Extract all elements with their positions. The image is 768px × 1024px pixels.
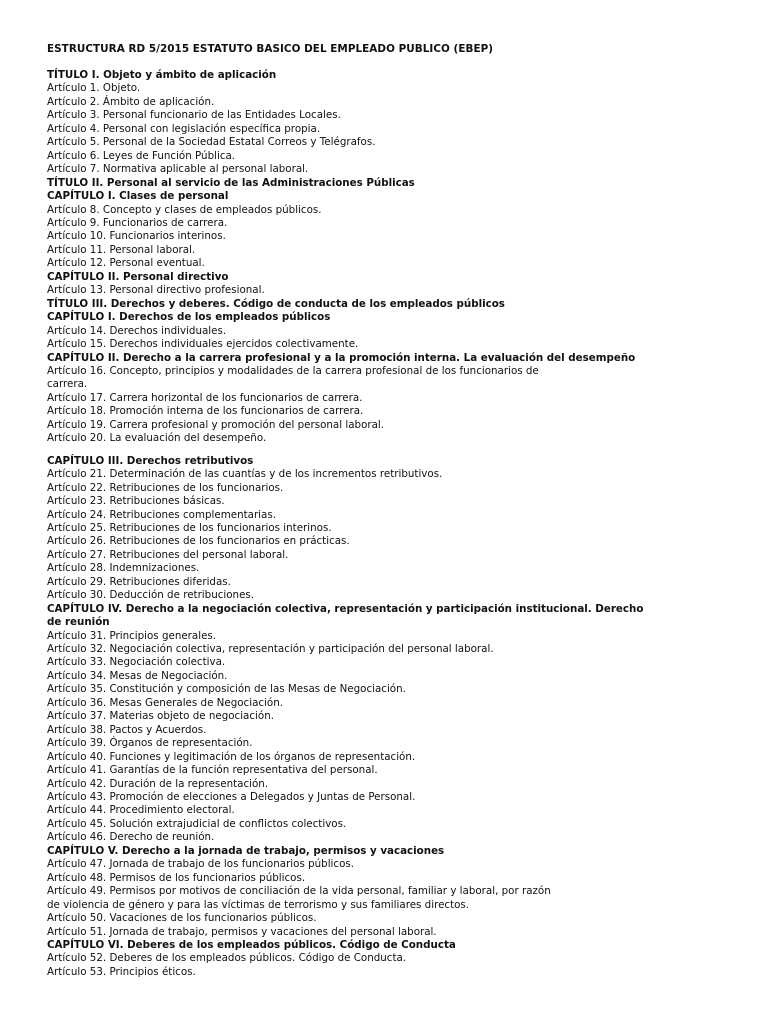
article-line: Artículo 47. Jornada de trabajo de los funcionarios públicos. xyxy=(47,858,355,871)
article-line: Artículo 49. Permisos por motivos de conciliación de la vida personal, familiar y laboral, por razón xyxy=(47,885,551,898)
article-line: Artículo 22. Retribuciones de los funcionarios. xyxy=(47,481,284,494)
article-line: Artículo 38. Pactos y Acuerdos. xyxy=(47,723,207,736)
article-line: Artículo 25. Retribuciones de los funcionarios interinos. xyxy=(47,521,332,534)
article-line: Artículo 50. Vacaciones de los funcionarios públicos. xyxy=(47,912,317,925)
document-title: ESTRUCTURA RD 5/2015 ESTATUTO BASICO DEL EMPLEADO PUBLICO (EBEP) xyxy=(47,43,494,55)
heading-continuation: de reunión xyxy=(47,616,110,629)
title-heading: TÍTULO I. Objeto y ámbito de aplicación xyxy=(47,69,277,81)
article-line: Artículo 12. Personal eventual. xyxy=(47,257,205,270)
article-line: Artículo 39. Órganos de representación. xyxy=(47,737,253,750)
article-line: Artículo 26. Retribuciones de los funcionarios en prácticas. xyxy=(47,535,350,548)
title-heading: TÍTULO II. Personal al servicio de las Administraciones Públicas xyxy=(47,176,415,189)
article-line: Artículo 15. Derechos individuales ejercidos colectivamente. xyxy=(47,338,359,351)
article-line: Artículo 52. Deberes de los empleados públicos. Código de Conducta. xyxy=(47,952,407,965)
article-line: Artículo 4. Personal con legislación específica propia. xyxy=(47,122,321,135)
article-line: Artículo 5. Personal de la Sociedad Estatal Correos y Telégrafos. xyxy=(47,136,376,149)
chapter-heading: CAPÍTULO II. Personal directivo xyxy=(47,270,229,283)
article-line: Artículo 40. Funciones y legitimación de los órganos de representación. xyxy=(47,750,416,763)
article-line: Artículo 35. Constitución y composición de las Mesas de Negociación. xyxy=(47,683,406,696)
chapter-heading: CAPÍTULO II. Derecho a la carrera profesional y a la promoción interna. La evaluación del desempeño xyxy=(47,351,636,364)
article-line: Artículo 17. Carrera horizontal de los funcionarios de carrera. xyxy=(47,391,363,404)
article-line: Artículo 30. Deducción de retribuciones. xyxy=(47,589,255,602)
article-line-continuation: carrera. xyxy=(47,378,88,391)
article-line: Artículo 8. Concepto y clases de empleados públicos. xyxy=(47,203,322,216)
chapter-heading: CAPÍTULO IV. Derecho a la negociación colectiva, representación y participación institucional. Derecho xyxy=(47,602,644,615)
article-line: Artículo 16. Concepto, principios y modalidades de la carrera profesional de los funcionarios de xyxy=(47,364,539,377)
article-line: Artículo 28. Indemnizaciones. xyxy=(47,562,200,575)
article-line: Artículo 45. Solución extrajudicial de conflictos colectivos. xyxy=(47,817,347,830)
section-spacer xyxy=(47,446,737,455)
article-line: Artículo 1. Objeto. xyxy=(47,82,141,95)
article-line: Artículo 14. Derechos individuales. xyxy=(47,324,227,337)
chapter-heading: CAPÍTULO VI. Deberes de los empleados públicos. Código de Conducta xyxy=(47,939,456,951)
article-line: Artículo 44. Procedimiento electoral. xyxy=(47,804,235,817)
chapter-heading: CAPÍTULO I. Derechos de los empleados públicos xyxy=(47,311,331,324)
chapter-heading: CAPÍTULO III. Derechos retributivos xyxy=(47,454,254,467)
article-line: Artículo 3. Personal funcionario de las Entidades Locales. xyxy=(47,109,341,122)
article-line: Artículo 29. Retribuciones diferidas. xyxy=(47,575,231,588)
chapter-heading: CAPÍTULO I. Clases de personal xyxy=(47,190,229,203)
article-line: Artículo 13. Personal directivo profesional. xyxy=(47,284,265,297)
article-line: Artículo 34. Mesas de Negociación. xyxy=(47,669,228,682)
article-line: Artículo 10. Funcionarios interinos. xyxy=(47,230,226,243)
article-line: Artículo 27. Retribuciones del personal laboral. xyxy=(47,548,289,561)
article-line: Artículo 7. Normativa aplicable al personal laboral. xyxy=(47,163,309,176)
article-line: Artículo 19. Carrera profesional y promoción del personal laboral. xyxy=(47,418,385,431)
article-line: Artículo 18. Promoción interna de los funcionarios de carrera. xyxy=(47,405,364,418)
article-line: Artículo 48. Permisos de los funcionarios públicos. xyxy=(47,871,306,884)
article-line: Artículo 31. Principios generales. xyxy=(47,629,217,642)
document-outline xyxy=(47,69,737,979)
article-line: Artículo 6. Leyes de Función Pública. xyxy=(47,149,236,162)
article-line: Artículo 24. Retribuciones complementarias. xyxy=(47,508,276,521)
article-line: Artículo 20. La evaluación del desempeño. xyxy=(47,432,267,445)
article-line-continuation: de violencia de género y para las víctimas de terrorismo y sus familiares directos. xyxy=(47,898,470,911)
chapter-heading: CAPÍTULO V. Derecho a la jornada de trabajo, permisos y vacaciones xyxy=(47,844,445,857)
article-line: Artículo 37. Materias objeto de negociación. xyxy=(47,710,274,723)
article-line: Artículo 11. Personal laboral. xyxy=(47,243,196,256)
article-line: Artículo 33. Negociación colectiva. xyxy=(47,656,226,669)
article-line: Artículo 9. Funcionarios de carrera. xyxy=(47,216,228,229)
title-heading: TÍTULO III. Derechos y deberes. Código de conducta de los empleados públicos xyxy=(47,297,505,310)
article-line: Artículo 41. Garantías de la función representativa del personal. xyxy=(47,764,378,777)
article-line: Artículo 51. Jornada de trabajo, permisos y vacaciones del personal laboral. xyxy=(47,925,437,938)
article-line: Artículo 43. Promoción de elecciones a Delegados y Juntas de Personal. xyxy=(47,791,416,804)
article-line: Artículo 32. Negociación colectiva, representación y participación del personal laboral. xyxy=(47,643,494,656)
article-line: Artículo 53. Principios éticos. xyxy=(47,965,196,978)
article-line: Artículo 23. Retribuciones básicas. xyxy=(47,495,225,508)
article-line: Artículo 21. Determinación de las cuantías y de los incrementos retributivos. xyxy=(47,468,443,481)
article-line: Artículo 36. Mesas Generales de Negociación. xyxy=(47,696,283,709)
article-line: Artículo 2. Ámbito de aplicación. xyxy=(47,95,215,108)
article-line: Artículo 42. Duración de la representación. xyxy=(47,777,269,790)
article-line: Artículo 46. Derecho de reunión. xyxy=(47,831,215,844)
